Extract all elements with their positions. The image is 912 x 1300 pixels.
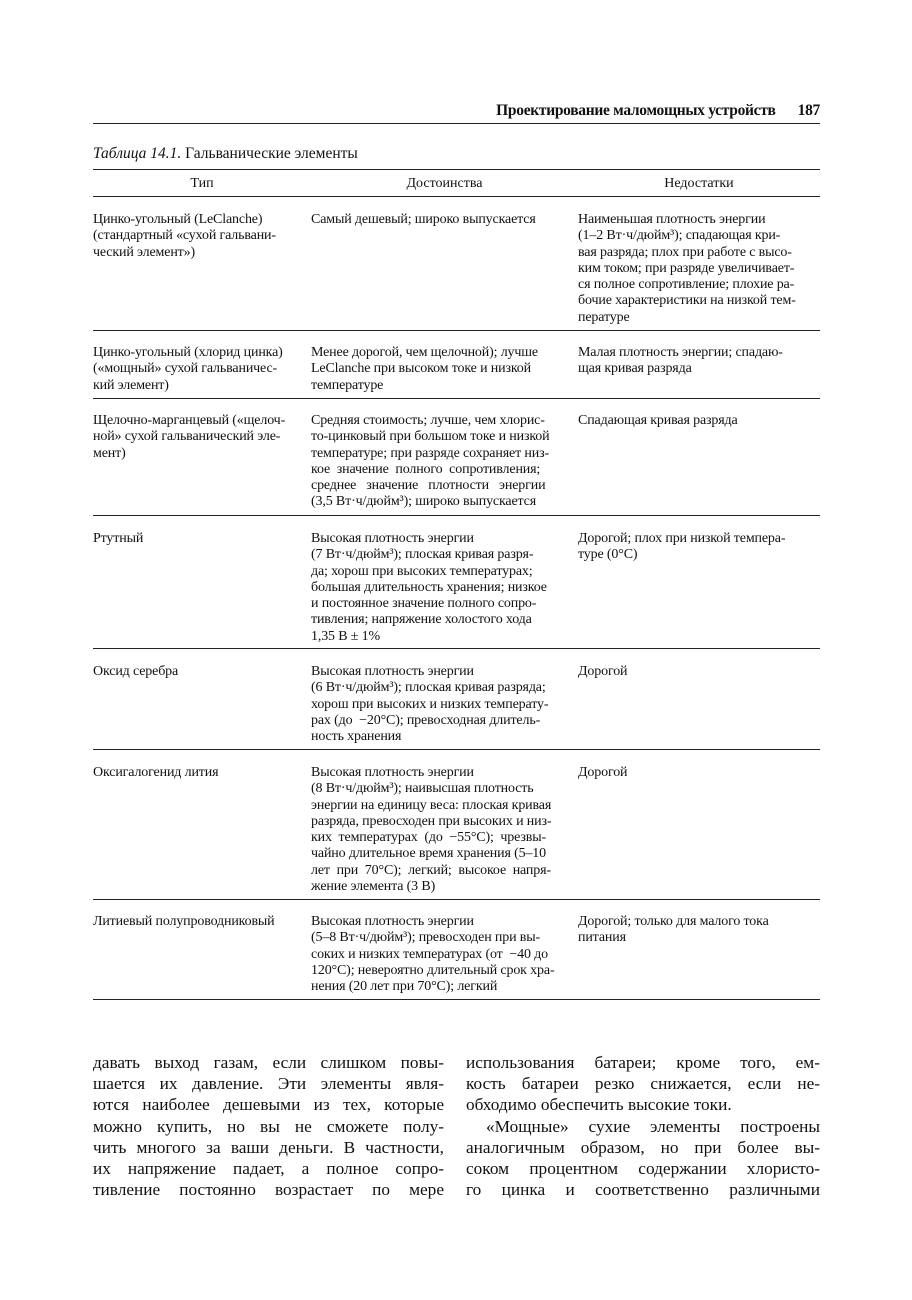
running-header xyxy=(93,102,820,122)
table-cell-cons: Дорогой; плох при низкой темпера- туре (0°C) xyxy=(578,531,786,563)
body-line: использования батареи; кроме того, ем- xyxy=(466,1053,820,1072)
body-line: го цинка и соответственно различными xyxy=(466,1180,820,1200)
body-line: их напряжение падает, а полное сопро- xyxy=(93,1159,444,1179)
table-cell-cons: Спадающая кривая разряда xyxy=(578,413,738,428)
table-cell-pros: Высокая плотность энергии (7 Вт·ч/дюйм³); плоская кривая разря- да; хорош при высоких температурах; большая длительность хранения; низкое и постоянное значение полного сопро- тивления; напряжение холостого хода 1,35 В ± 1% xyxy=(311,531,547,644)
table-cell-type: Литиевый полупроводниковый xyxy=(93,914,275,929)
table-cell-cons: Наименьшая плотность энергии (1–2 Вт·ч/дюйм³); спадающая кри- вая разряда; плох при работе с высо- ким током; при разряде увеличивает- ся полное сопротивление; плохие ра- бочие характеристики на низкой тем- пературе xyxy=(578,212,796,325)
body-text-left-column xyxy=(93,1052,444,1200)
table-cell-type: Ртутный xyxy=(93,531,144,546)
table-cell-pros: Высокая плотность энергии (5–8 Вт·ч/дюйм³); превосходен при вы- соких и низких температурах (от −40 до 120°C); невероятно длительный срок хра- нения (20 лет при 70°C); легкий xyxy=(311,914,555,995)
table-cell-type: Оксигалогенид лития xyxy=(93,765,219,780)
table-cell-type: Цинко-угольный (LeClanche) (стандартный «сухой гальвани- ческий элемент») xyxy=(93,212,276,260)
table-cell-cons: Дорогой xyxy=(578,765,628,780)
page-number: 187 xyxy=(797,102,820,119)
table-cell-pros: Средняя стоимость; лучше, чем хлорис- то-цинковый при большом токе и низкой температуре; при разряде сохраняет низ- кое значение полного сопротивления; среднее значение плотности энергии (3,5 Вт·ч/дюйм³); широко выпускается xyxy=(311,413,550,510)
table-cell-cons: Дорогой; только для малого тока питания xyxy=(578,914,769,946)
table-cell-type: Оксид серебра xyxy=(93,664,179,679)
row-rule xyxy=(93,515,820,516)
body-line: «Мощные» сухие элементы построены xyxy=(486,1116,820,1136)
table-caption-title: Гальванические элементы xyxy=(185,145,358,162)
table-caption-label: Таблица 14.1. xyxy=(93,145,182,162)
body-line: можно купить, но вы не сможете полу- xyxy=(93,1116,444,1136)
table-cell-type: Цинко-угольный (хлорид цинка) («мощный» сухой гальваничес- кий элемент) xyxy=(93,345,283,393)
table-cell-pros: Высокая плотность энергии (8 Вт·ч/дюйм³); наивысшая плотность энергии на единицу веса: плоская кривая разряда, превосходен при высоких и низ- ких температурах (до −55°C); чрезвы- чайно длительное время хранения (5–10 лет при 70°C); легкий; высокое напря- жение элемента (3 В) xyxy=(311,765,552,895)
column-header-pros: Достоинства xyxy=(406,176,483,191)
row-rule xyxy=(93,330,820,331)
body-line: ются наиболее дешевыми из тех, которые xyxy=(93,1095,444,1115)
body-line: чить многого за ваши деньги. В частности, xyxy=(93,1137,444,1157)
table-caption xyxy=(93,145,358,163)
header-rule xyxy=(93,123,820,124)
body-line: давать выход газам, если слишком повы- xyxy=(93,1053,444,1072)
table-cell-type: Щелочно-марганцевый («щелоч- ной» сухой гальванический эле- мент) xyxy=(93,413,286,461)
table-cell-pros: Менее дорогой, чем щелочной); лучше LeClanche при высоком токе и низкой температуре xyxy=(311,345,538,393)
table-top-rule xyxy=(93,169,820,170)
column-header-type: Тип xyxy=(190,176,214,191)
table-cell-pros: Высокая плотность энергии (6 Вт·ч/дюйм³); плоская кривая разряда; хорош при высоких и низких температу- рах (до −20°C); превосходная длитель- ность хранения xyxy=(311,664,549,745)
table-bottom-rule xyxy=(93,999,820,1000)
table-cell-cons: Малая плотность энергии; спадаю- щая кривая разряда xyxy=(578,345,783,377)
row-rule xyxy=(93,749,820,750)
row-rule xyxy=(93,398,820,399)
body-line: соком процентном содержании хлористо- xyxy=(466,1159,820,1179)
body-text-right-column xyxy=(466,1052,820,1200)
body-line: аналогичным образом, но при более вы- xyxy=(466,1137,820,1157)
body-line: тивление постоянно возрастает по мере xyxy=(93,1180,444,1200)
column-header-cons: Недостатки xyxy=(664,176,734,191)
running-header-title: Проектирование маломощных устройств xyxy=(496,102,776,119)
body-line: обходимо обеспечить высокие токи. xyxy=(466,1095,732,1115)
table-cell-cons: Дорогой xyxy=(578,664,628,679)
body-line: кость батареи резко снижается, если не- xyxy=(466,1074,820,1094)
body-line: шается их давление. Эти элементы явля- xyxy=(93,1074,444,1094)
row-rule xyxy=(93,648,820,649)
row-rule xyxy=(93,899,820,900)
table-cell-pros: Самый дешевый; широко выпускается xyxy=(311,212,536,227)
table-header-rule xyxy=(93,196,820,197)
